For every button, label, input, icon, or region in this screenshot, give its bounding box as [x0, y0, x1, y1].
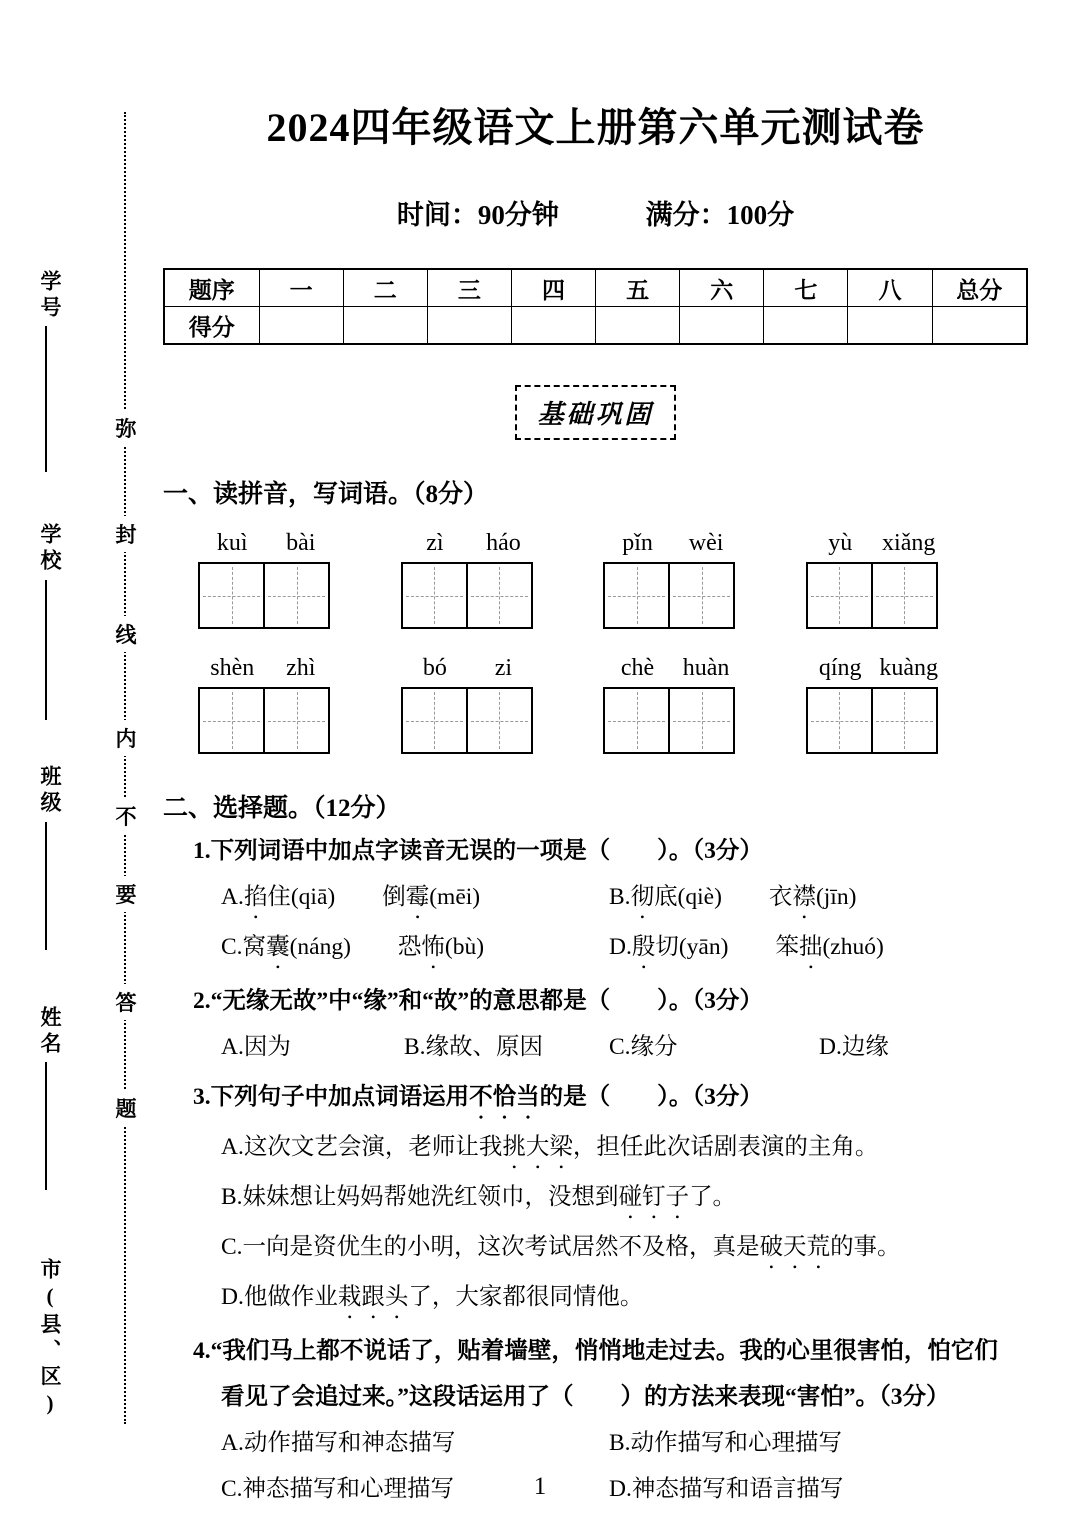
writing-boxes [806, 687, 943, 754]
class-label: 班级 [38, 765, 62, 817]
pinyin-word-group [401, 530, 538, 629]
score-table-header-cell: 总分 [932, 269, 1027, 307]
name-label: 姓名 [38, 1006, 62, 1058]
pinyin-syllable: kuàng [879, 655, 939, 681]
pinyin-label [806, 530, 943, 557]
section-1-heading: 一、读拼音，写词语。（8分） [163, 481, 489, 508]
pinyin-syllable: huàn [682, 655, 730, 681]
seal-text-char: 弥 [113, 410, 139, 446]
options-row [221, 1024, 1028, 1070]
seal-text-char: 答 [113, 984, 139, 1020]
options-row [221, 874, 1028, 924]
pinyin-syllable: zi [494, 655, 513, 681]
score-blank-cell [596, 307, 680, 345]
score-table-header-cell: 六 [680, 269, 764, 307]
writing-grid-box [668, 687, 735, 754]
pinyin-word-group [401, 655, 538, 754]
pinyin-row-2 [198, 655, 943, 754]
writing-boxes [401, 562, 538, 629]
pinyin-syllable: zì [426, 530, 444, 556]
question-stem-text: 下列句子中加点词语运用不恰当的是（ ）。（3分） [210, 1084, 763, 1110]
pinyin-word-group [198, 530, 335, 629]
class-line [45, 822, 47, 950]
options-row [221, 924, 1028, 974]
pinyin-word-group [806, 655, 943, 754]
seal-dotted-line [124, 112, 126, 1424]
score-table-header-cell: 三 [427, 269, 511, 307]
question-1-stem [193, 828, 1028, 874]
score-blank-cell [932, 307, 1027, 345]
score-table-score-row [164, 307, 1027, 345]
question-2 [193, 978, 1028, 1070]
writing-boxes [603, 562, 740, 629]
writing-grid-box [668, 562, 735, 629]
writing-boxes [401, 687, 538, 754]
seal-text-char: 要 [113, 876, 139, 912]
pinyin-label [401, 655, 538, 682]
pinyin-row-1 [198, 530, 943, 629]
seal-text-char: 线 [113, 616, 139, 652]
score-label-cell: 得分 [164, 307, 259, 345]
pinyin-syllable: kuì [216, 530, 248, 556]
writing-boxes [603, 687, 740, 754]
section-2-heading: 二、选择题。（12分） [163, 795, 401, 822]
question-stem-text: “我们马上都不说话了，贴着墙壁，悄悄地走过去。我的心里很害怕，怕它们 [210, 1338, 998, 1364]
name-line [45, 1062, 47, 1190]
full-score: 满分：100分 [645, 200, 795, 230]
pinyin-syllable: bó [422, 655, 447, 681]
pinyin-syllable: qíng [818, 655, 862, 681]
student-number-label: 学号 [38, 270, 62, 322]
score-table-header-cell: 五 [596, 269, 680, 307]
pinyin-syllable: yù [828, 530, 853, 556]
score-blank-cell [680, 307, 764, 345]
pinyin-syllable: háo [486, 530, 521, 556]
option-d: D.神态描写和语言描写 [609, 1476, 844, 1502]
question-number: 3. [193, 1084, 211, 1110]
seal-text-char: 内 [113, 720, 139, 756]
score-blank-cell [343, 307, 427, 345]
question-stem-text: 下列词语中加点字读音无误的一项是（ ）。（3分） [210, 838, 763, 864]
option-a: A.动作描写和神态描写 [221, 1430, 456, 1456]
option-c: C.缘分 [609, 1034, 678, 1060]
writing-boxes [198, 562, 335, 629]
score-blank-cell [764, 307, 848, 345]
writing-grid-box [401, 562, 468, 629]
pinyin-label [603, 530, 740, 557]
city-district-label: 市(县、区) [38, 1258, 62, 1420]
option-b: B.动作描写和心理描写 [609, 1430, 843, 1456]
writing-grid-box [603, 687, 670, 754]
score-table-header-cell: 四 [511, 269, 595, 307]
writing-grid-box [806, 562, 873, 629]
writing-grid-box [198, 562, 265, 629]
pinyin-syllable: shèn [210, 655, 255, 681]
exam-meta [163, 193, 1028, 232]
options-row [221, 1420, 1028, 1466]
pinyin-label [603, 655, 740, 682]
student-number-line [45, 326, 47, 472]
seal-text-char: 不 [113, 798, 139, 834]
time-limit: 时间：90分钟 [396, 200, 559, 230]
score-blank-cell [427, 307, 511, 345]
pinyin-syllable: zhì [286, 655, 316, 681]
pinyin-word-group [603, 655, 740, 754]
option-c: C.一向是资优生的小明，这次考试居然不及格，真是破天荒的事。 [221, 1234, 901, 1260]
school-line [45, 580, 47, 720]
writing-grid-box [806, 687, 873, 754]
page-number: 1 [533, 1473, 547, 1500]
score-blank-cell [848, 307, 932, 345]
score-table-header-row [164, 269, 1027, 307]
writing-grid-box [466, 687, 533, 754]
question-1 [193, 828, 1028, 974]
question-3-stem [193, 1074, 1028, 1124]
question-number: 2. [193, 988, 211, 1014]
writing-grid-box [871, 687, 938, 754]
writing-grid-box [401, 687, 468, 754]
option-d: D.殷切(yān) 笨拙(zhuó) [609, 934, 884, 960]
writing-grid-box [198, 687, 265, 754]
score-table-header-cell: 一 [259, 269, 343, 307]
option-a: A.掐住(qiā) 倒霉(mēi) [221, 884, 481, 910]
pinyin-word-group [806, 530, 943, 629]
option-c: C.窝囊(náng) 恐怖(bù) [221, 934, 485, 960]
option-a: A.因为 [221, 1034, 291, 1060]
score-table-header-cell: 题序 [164, 269, 259, 307]
writing-boxes [806, 562, 943, 629]
question-4-stem-continued: 看见了会追过来。”这段话运用了（ ）的方法来表现“害怕”。（3分） [221, 1384, 950, 1410]
question-3 [193, 1074, 1028, 1324]
option-d: D.他做作业栽跟头了，大家都很同情他。 [221, 1284, 644, 1310]
score-table-header-cell: 七 [764, 269, 848, 307]
option-d: D.边缘 [819, 1034, 889, 1060]
pinyin-word-group [198, 655, 335, 754]
question-number: 1. [193, 838, 211, 864]
option-a: A.这次文艺会演，老师让我挑大梁，担任此次话剧表演的主角。 [221, 1134, 879, 1160]
pinyin-syllable: wèi [688, 530, 724, 556]
writing-grid-box [263, 562, 330, 629]
question-4-stem [193, 1328, 1028, 1374]
writing-boxes [198, 687, 335, 754]
question-2-stem [193, 978, 1028, 1024]
seal-text-char: 封 [113, 516, 139, 552]
section-banner-basics: 基础巩固 [515, 385, 675, 440]
writing-grid-box [466, 562, 533, 629]
option-b: B.彻底(qiè) 衣襟(jīn) [609, 884, 857, 910]
pinyin-syllable: bài [286, 530, 316, 556]
score-table [163, 268, 1028, 345]
pinyin-label [401, 530, 538, 557]
score-table-header-cell: 二 [343, 269, 427, 307]
writing-grid-box [871, 562, 938, 629]
writing-grid-box [603, 562, 670, 629]
pinyin-syllable: chè [620, 655, 655, 681]
pinyin-label [198, 655, 335, 682]
pinyin-syllable: pǐn [622, 530, 653, 556]
exam-content [163, 0, 1028, 1512]
score-table-header-cell: 八 [848, 269, 932, 307]
pinyin-word-group [603, 530, 740, 629]
option-b: B.妹妹想让妈妈帮她洗红领巾，没想到碰钉子了。 [221, 1184, 737, 1210]
option-c: C.神态描写和心理描写 [221, 1476, 455, 1502]
seal-text-char: 题 [113, 1090, 139, 1126]
exam-title: 2024四年级语文上册第六单元测试卷 [266, 105, 925, 150]
option-b: B.缘故、原因 [404, 1034, 544, 1060]
school-label: 学校 [38, 523, 62, 575]
score-blank-cell [511, 307, 595, 345]
question-number: 4. [193, 1338, 211, 1364]
question-stem-text: “无缘无故”中“缘”和“故”的意思都是（ ）。（3分） [210, 988, 763, 1014]
pinyin-label [198, 530, 335, 557]
pinyin-label [806, 655, 943, 682]
pinyin-syllable: xiǎng [882, 530, 936, 556]
writing-grid-box [263, 687, 330, 754]
score-blank-cell [259, 307, 343, 345]
